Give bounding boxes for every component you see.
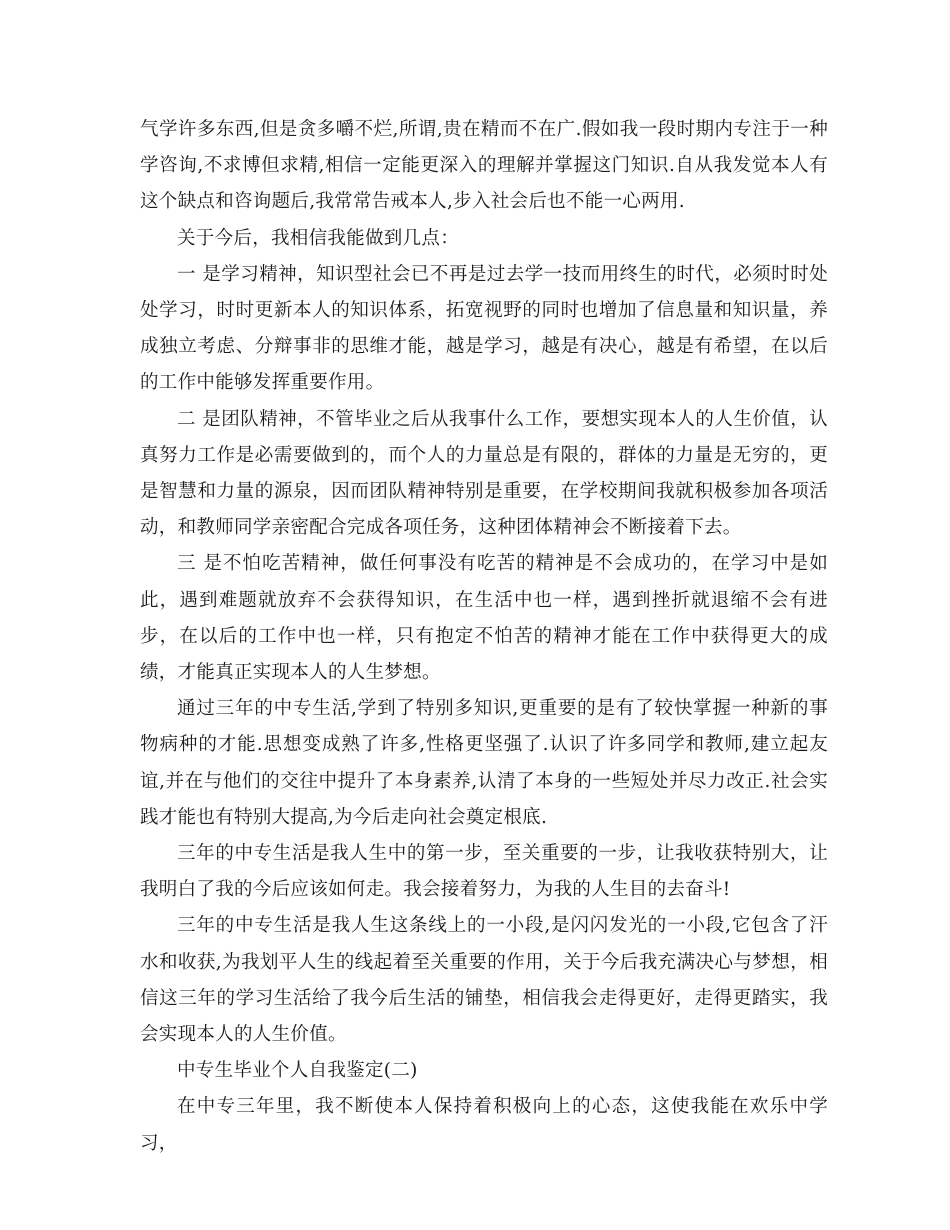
document-body xyxy=(140,112,828,1162)
paragraph-1: 气学许多东西,但是贪多嚼不烂,所谓,贵在精而不在广.假如我一段时期内专注于一种学咨询,不求博但求精,相信一定能更深入的理解并掌握这门知识.自从我发觉本人有这个缺点和咨询题后,我常常告戒本人,步入社会后也不能一心两用. xyxy=(140,119,828,213)
paragraph-7: 三年的中专生活是我人生中的第一步，至关重要的一步，让我收获特别大，让我明白了我的今后应该如何走。我会接着努力，为我的人生目的去奋斗! xyxy=(140,843,828,901)
section-heading: 中专生毕业个人自我鉴定(二) xyxy=(177,1060,418,1082)
paragraph-2: 关于今后，我相信我能做到几点： xyxy=(177,227,460,249)
paragraph-10: 在中专三年里，我不断使本人保持着积极向上的心态，这使我能在欢乐中学习， xyxy=(140,1096,828,1154)
paragraph-3: 一 是学习精神，知识型社会已不再是过去学一技而用终生的时代，必须时时处处学习，时时更新本人的知识体系，拓宽视野的同时也增加了信息量和知识量，养成独立考虑、分辩事非的思维才能，越是学习，越是有决心，越是有希望，在以后的工作中能够发挥重要作用。 xyxy=(140,263,828,394)
paragraph-6: 通过三年的中专生活,学到了特别多知识,更重要的是有了较快掌握一种新的事物病种的才能.思想变成熟了许多,性格更坚强了.认识了许多同学和教师,建立起友谊,并在与他们的交往中提升了本身素养,认清了本身的一些短处并尽力改正.社会实践才能也有特别大提高,为今后走向社会奠定根底. xyxy=(140,698,828,828)
paragraph-4: 二 是团队精神，不管毕业之后从我事什么工作，要想实现本人的人生价值，认真努力工作是必需要做到的，而个人的力量总是有限的，群体的力量是无穷的，更是智慧和力量的源泉，因而团队精神特别是重要，在学校期间我就积极参加各项活动，和教师同学亲密配合完成各项任务，这种团体精神会不断接着下去。 xyxy=(140,408,828,539)
paragraph-8: 三年的中专生活是我人生这条线上的一小段,是闪闪发光的一小段,它包含了汗水和收获,为我划平人生的线起着至关重要的作用，关于今后我充满决心与梦想，相信这三年的学习生活给了我今后生活的铺垫，相信我会走得更好，走得更踏实，我会实现本人的人生价值。 xyxy=(140,915,828,1046)
paragraph-5: 三 是不怕吃苦精神，做任何事没有吃苦的精神是不会成功的，在学习中是如此，遇到难题就放弃不会获得知识，在生活中也一样，遇到挫折就退缩不会有进步，在以后的工作中也一样，只有抱定不怕苦的精神才能在工作中获得更大的成绩，才能真正实现本人的人生梦想。 xyxy=(140,553,828,684)
